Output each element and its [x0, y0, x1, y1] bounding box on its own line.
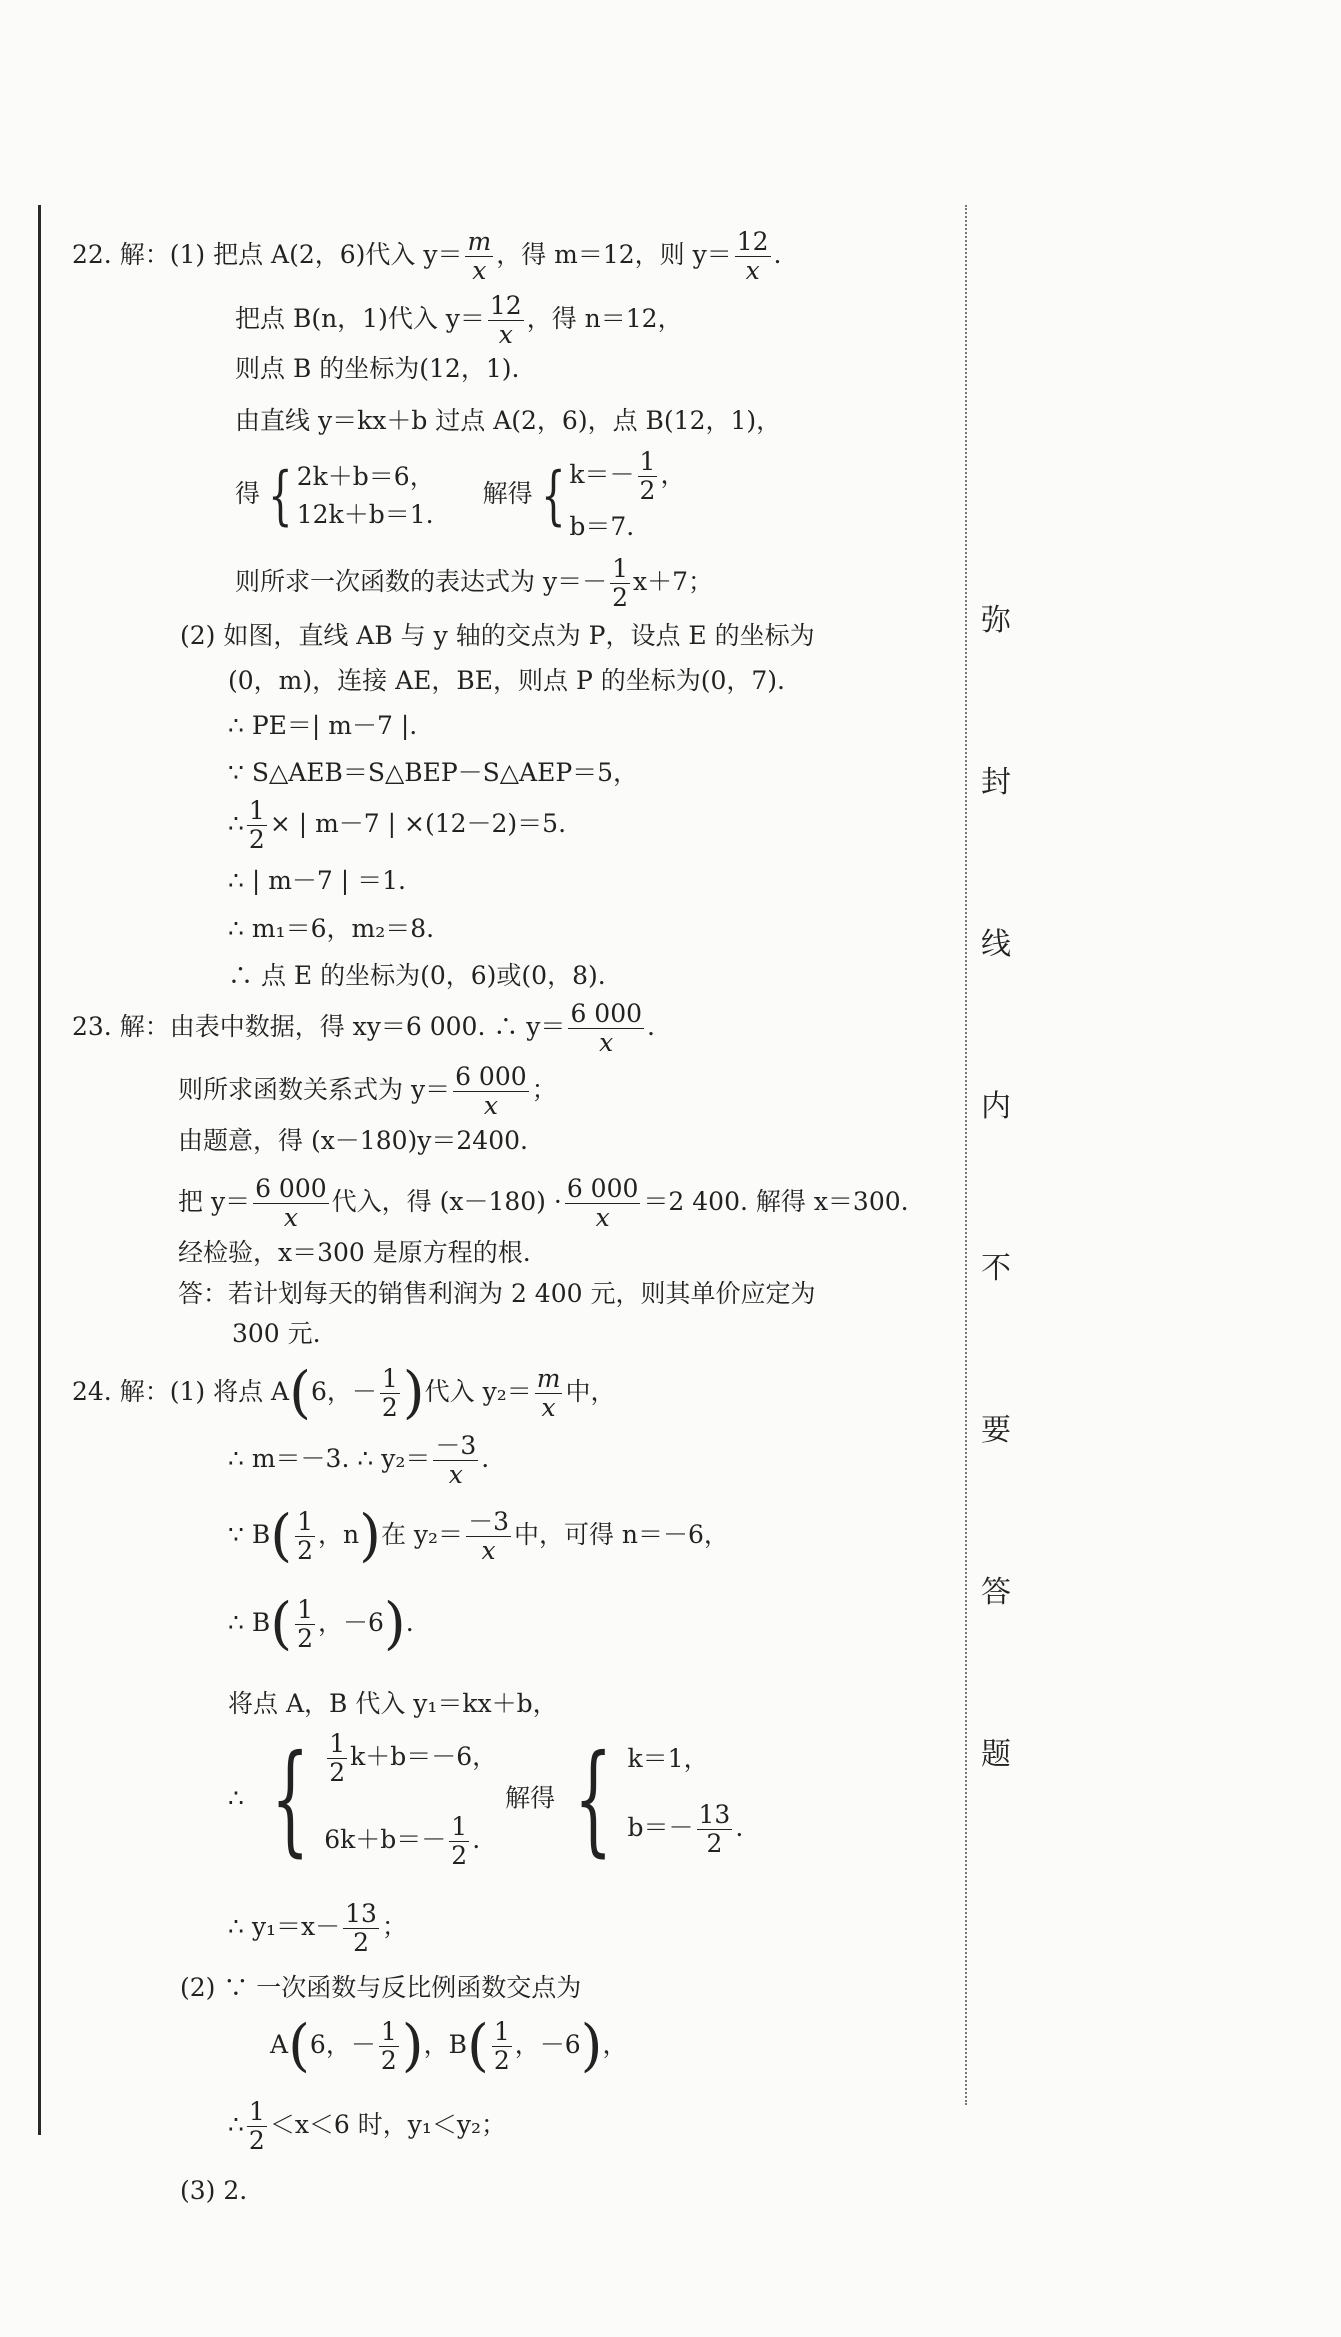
fraction: $\frac{1}{2}$	[451, 1812, 468, 1870]
fraction: $\frac{1}{2}$	[612, 554, 628, 612]
q24-part3: (3) 2.	[180, 2176, 248, 2205]
q22-part2-line-4: ∵ S△AEB＝S△BEP－S△AEP＝5，	[228, 758, 639, 787]
seal-dotted-line	[965, 205, 967, 2105]
fraction: $\frac{6 000}{x}$	[566, 1174, 639, 1232]
q24-part2-line-1: (2) ∵ 一次函数与反比例函数交点为	[180, 1973, 582, 2002]
q24-part2-line-3: ∴ $\frac{1}{2}$ ＜x＜6 时，y₁＜y₂；	[228, 2097, 507, 2155]
q22-number: 22.	[72, 240, 112, 269]
fraction: $\frac{1}{2}$	[639, 447, 656, 505]
q23-line-7: 300 元.	[232, 1319, 321, 1348]
q23-line-1: 23. 解：由表中数据，得 xy＝6 000. ∴ y＝ $\frac{6 000}{x}$ .	[72, 999, 655, 1057]
q24-part2-line-2: A(6，－ $\frac{1}{2}$ )，B( $\frac{1}{2}$ ，－6)，	[270, 2013, 628, 2079]
fraction: $\frac{13}{2}$	[345, 1899, 377, 1957]
q22-part2-line-6: ∴ | m－7 | ＝1.	[228, 866, 407, 895]
seal-char: 题	[981, 1737, 1011, 1772]
q24-line-5: 将点 A，B 代入 y₁＝kx＋b，	[228, 1689, 558, 1718]
fraction: $\frac{-3}{x}$	[435, 1431, 477, 1489]
fraction: $\frac{1}{2}$	[493, 2017, 510, 2075]
q22-line-6: 则所求一次函数的表达式为 y＝－ $\frac{1}{2}$ x＋7；	[235, 554, 713, 612]
fraction: $\frac{m}{x}$	[536, 1364, 561, 1422]
q23-line-2: 则所求函数关系式为 y＝ $\frac{6 000}{x}$ ；	[178, 1062, 557, 1120]
q24-line-1: 24. 解：(1) 将点 A(6，－ $\frac{1}{2}$ )代入 y₂＝ $\frac{m}{x}$ 中，	[72, 1360, 616, 1426]
q24-line-7: ∴ y₁＝x－ $\frac{13}{2}$ ；	[228, 1899, 407, 1957]
q23-number: 23.	[72, 1012, 112, 1041]
fraction: $\frac{1}{2}$	[297, 1595, 313, 1653]
fraction: $\frac{12}{x}$	[736, 227, 769, 285]
fraction: $\frac{1}{2}$	[248, 2097, 265, 2155]
q22-part2-line-3: ∴ PE＝| m－7 |.	[228, 711, 418, 740]
seal-char: 答	[981, 1575, 1011, 1610]
q24-line-3: ∵ B( $\frac{1}{2}$ ，n)在 y₂＝ $\frac{-3}{x}$ 中，可得 n＝－6，	[228, 1503, 729, 1569]
fraction: $\frac{1}{2}$	[381, 1364, 398, 1422]
q22-part2-line-8: ∴ 点 E 的坐标为(0，6)或(0，8).	[228, 961, 606, 990]
seal-char: 不	[981, 1251, 1011, 1286]
q22-part2-line-2: (0，m)，连接 AE，BE，则点 P 的坐标为(0，7).	[228, 666, 785, 695]
q22-line-2: 把点 B(n，1)代入 y＝ $\frac{12}{x}$ ，得 n＝12，	[235, 291, 683, 349]
fraction: $\frac{1}{2}$	[297, 1507, 313, 1565]
q22-part2-line-7: ∴ m₁＝6，m₂＝8.	[228, 914, 435, 943]
q24-line-4: ∴ B( $\frac{1}{2}$ ，－6).	[228, 1591, 414, 1657]
seal-char: 要	[981, 1413, 1011, 1448]
q22-line-4: 由直线 y＝kx＋b 过点 A(2，6)，点 B(12，1)，	[235, 406, 782, 435]
fraction: $\frac{1}{2}$	[329, 1729, 346, 1787]
fraction: $\frac{6 000}{x}$	[570, 999, 643, 1057]
q22-line-3: 则点 B 的坐标为(12，1).	[235, 354, 520, 383]
seal-char: 弥	[981, 603, 1011, 638]
fraction: $\frac{12}{x}$	[489, 291, 522, 349]
q24-system: ∴ { $\frac{1}{2}$ k＋b＝－6， 6k＋b＝－ $\frac{1}{2}$ . 解得 { k＝1， b＝－ $\frac{13}{2}$ .	[228, 1729, 744, 1870]
q22-line-1: 22. 解：(1) 把点 A(2，6)代入 y＝ $\frac{m}{x}$ ，得 m＝12，则 y＝ $\frac{12}{x}$ .	[72, 227, 782, 285]
fraction: $\frac{6 000}{x}$	[455, 1062, 527, 1120]
fraction: $\frac{1}{2}$	[380, 2017, 397, 2075]
q22-part2-line-5: ∴ $\frac{1}{2}$ × | m－7 | ×(12－2)＝5.	[228, 796, 567, 854]
q24-line-2: ∴ m＝－3. ∴ y₂＝ $\frac{-3}{x}$ .	[228, 1431, 490, 1489]
q22-system: 得 { 2k＋b＝6， 12k＋b＝1. 解得 { k＝－ $\frac{1}{2}$ ， b＝7.	[235, 447, 686, 541]
fraction: $\frac{m}{x}$	[467, 227, 492, 285]
fraction: $\frac{6 000}{x}$	[255, 1174, 327, 1232]
q23-line-3: 由题意，得 (x－180)y＝2400.	[178, 1126, 528, 1155]
seal-char: 内	[981, 1089, 1011, 1124]
fraction: $\frac{1}{2}$	[248, 796, 265, 854]
q22-part2-line-1: (2) 如图，直线 AB 与 y 轴的交点为 P，设点 E 的坐标为	[180, 621, 815, 650]
fraction: $\frac{-3}{x}$	[468, 1507, 509, 1565]
seal-char: 封	[981, 765, 1011, 800]
seal-char: 线	[981, 927, 1011, 962]
fraction: $\frac{13}{2}$	[698, 1799, 731, 1858]
q23-line-5: 经检验，x＝300 是原方程的根.	[178, 1238, 531, 1267]
q23-line-6: 答：若计划每天的销售利润为 2 400 元，则其单价应定为	[178, 1279, 816, 1308]
q23-line-4: 把 y＝ $\frac{6 000}{x}$ 代入，得 (x－180) · $\frac{6 000}{x}$ ＝2 400. 解得 x＝300.	[178, 1174, 909, 1232]
left-margin-rule	[38, 205, 41, 2135]
q24-number: 24.	[72, 1377, 112, 1406]
